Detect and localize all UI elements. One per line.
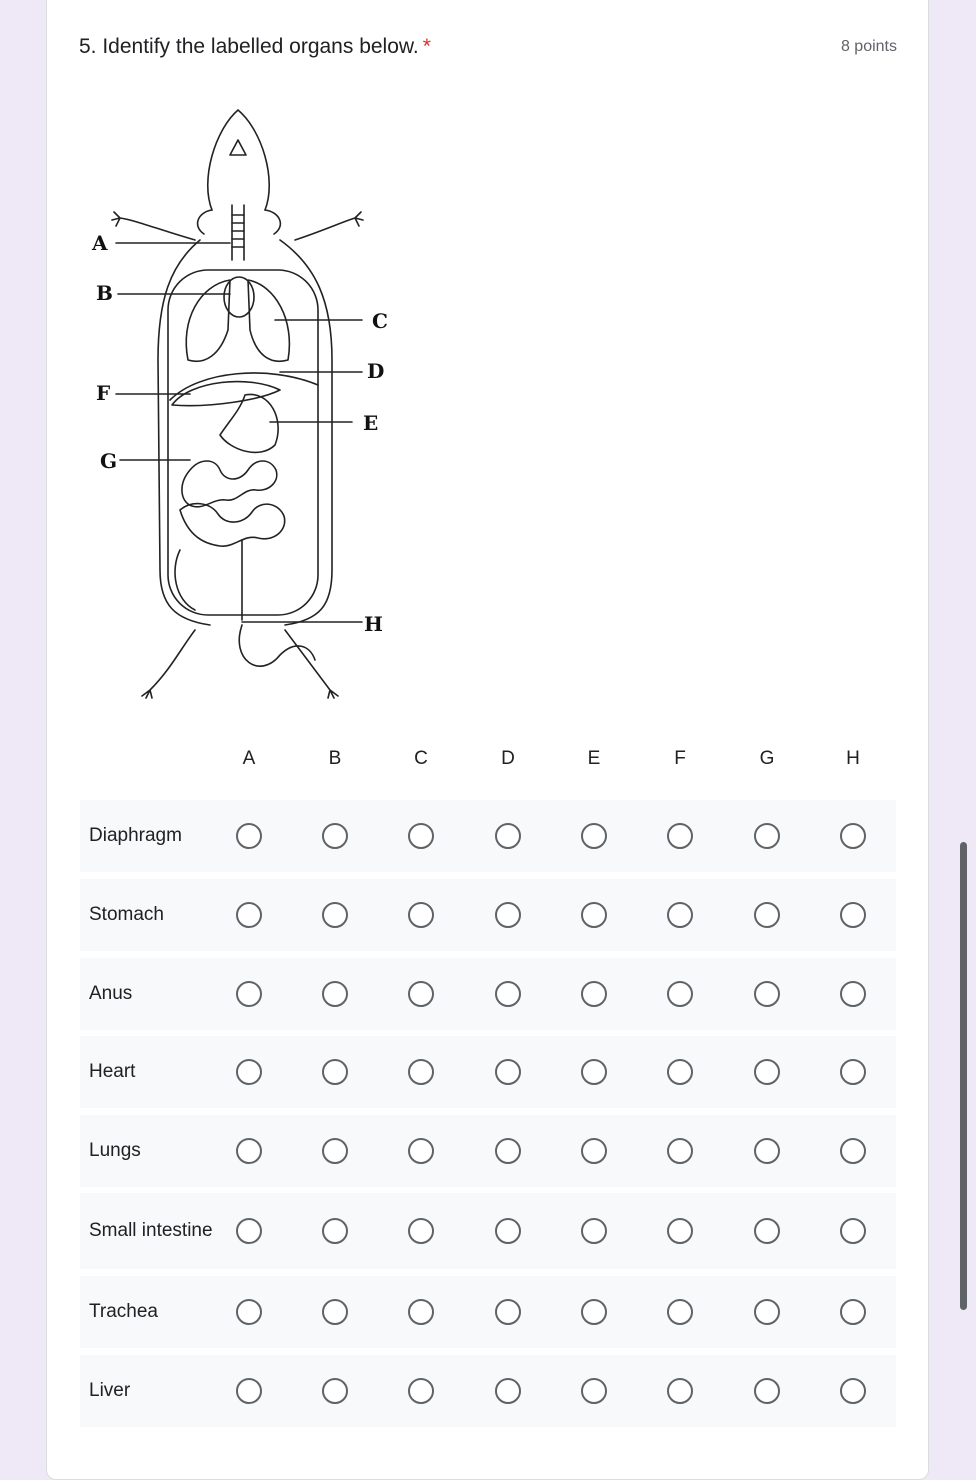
radio-trachea-g[interactable] [754, 1299, 780, 1325]
radio-small-intestine-h[interactable] [840, 1218, 866, 1244]
grid-row-anus [80, 958, 896, 1030]
column-header-c: C [414, 748, 428, 769]
radio-diaphragm-d[interactable] [495, 823, 521, 849]
radio-anus-c[interactable] [408, 981, 434, 1007]
body-left-outline [158, 240, 210, 625]
figure-label-c: C [372, 309, 388, 333]
radio-heart-c[interactable] [408, 1059, 434, 1085]
grid-row-small-intestine [80, 1193, 896, 1269]
radio-lungs-d[interactable] [495, 1138, 521, 1164]
figure-label-a: A [92, 231, 108, 255]
figure-label-f: F [96, 381, 111, 405]
radio-lungs-a[interactable] [236, 1138, 262, 1164]
rat-anatomy-diagram [80, 100, 420, 720]
radio-stomach-d[interactable] [495, 902, 521, 928]
radio-anus-f[interactable] [667, 981, 693, 1007]
radio-lungs-c[interactable] [408, 1138, 434, 1164]
radio-small-intestine-d[interactable] [495, 1218, 521, 1244]
figure-label-e: E [363, 411, 379, 435]
question-title [79, 33, 431, 61]
mouth-shape [230, 140, 246, 155]
grid-row-lungs [80, 1115, 896, 1187]
radio-lungs-f[interactable] [667, 1138, 693, 1164]
radio-anus-d[interactable] [495, 981, 521, 1007]
row-label: Lungs [89, 1140, 141, 1161]
radio-heart-e[interactable] [581, 1059, 607, 1085]
radio-anus-g[interactable] [754, 981, 780, 1007]
row-label: Trachea [89, 1301, 158, 1322]
radio-small-intestine-g[interactable] [754, 1218, 780, 1244]
radio-anus-a[interactable] [236, 981, 262, 1007]
grid-row-heart [80, 1036, 896, 1108]
question-points: 8 points [840, 38, 897, 55]
figure-label-g: G [100, 449, 118, 473]
radio-liver-h[interactable] [840, 1378, 866, 1404]
radio-small-intestine-e[interactable] [581, 1218, 607, 1244]
radio-diaphragm-h[interactable] [840, 823, 866, 849]
column-header-g: G [759, 748, 775, 769]
left-lung [186, 280, 230, 361]
tail-shape [239, 625, 315, 666]
grid-row-diaphragm [80, 800, 896, 872]
radio-stomach-e[interactable] [581, 902, 607, 928]
figure-label-b: B [96, 281, 113, 305]
right-forelimb [295, 212, 363, 240]
radio-heart-g[interactable] [754, 1059, 780, 1085]
radio-lungs-e[interactable] [581, 1138, 607, 1164]
column-header-b: B [328, 748, 342, 769]
column-header-h: H [846, 748, 860, 769]
radio-small-intestine-f[interactable] [667, 1218, 693, 1244]
right-ear [265, 210, 280, 234]
radio-lungs-h[interactable] [840, 1138, 866, 1164]
grid-row-liver [80, 1355, 896, 1427]
radio-trachea-b[interactable] [322, 1299, 348, 1325]
rat-diagram-svg [80, 100, 420, 720]
radio-diaphragm-g[interactable] [754, 823, 780, 849]
radio-trachea-h[interactable] [840, 1299, 866, 1325]
left-hindlimb [142, 630, 195, 698]
grid-row-trachea [80, 1276, 896, 1348]
trachea-shape [232, 205, 244, 260]
figure-label-d: D [367, 359, 385, 383]
left-forelimb [112, 212, 195, 240]
radio-trachea-e[interactable] [581, 1299, 607, 1325]
radio-heart-d[interactable] [495, 1059, 521, 1085]
column-header-e: E [587, 748, 601, 769]
small-intestine-shape [182, 461, 277, 507]
row-label: Liver [89, 1380, 131, 1401]
scrollbar-thumb[interactable] [960, 842, 967, 1310]
radio-stomach-g[interactable] [754, 902, 780, 928]
radio-liver-b[interactable] [322, 1378, 348, 1404]
radio-diaphragm-f[interactable] [667, 823, 693, 849]
grid-row-stomach [80, 879, 896, 951]
radio-liver-a[interactable] [236, 1378, 262, 1404]
radio-lungs-g[interactable] [754, 1138, 780, 1164]
radio-trachea-d[interactable] [495, 1299, 521, 1325]
radio-diaphragm-e[interactable] [581, 823, 607, 849]
required-asterisk: * [422, 35, 431, 58]
radio-small-intestine-c[interactable] [408, 1218, 434, 1244]
radio-stomach-h[interactable] [840, 902, 866, 928]
radio-lungs-b[interactable] [322, 1138, 348, 1164]
radio-heart-b[interactable] [322, 1059, 348, 1085]
row-label: Anus [89, 983, 133, 1004]
radio-stomach-f[interactable] [667, 902, 693, 928]
radio-stomach-a[interactable] [236, 902, 262, 928]
radio-anus-h[interactable] [840, 981, 866, 1007]
row-label: Small intestine [89, 1220, 213, 1241]
radio-liver-d[interactable] [495, 1378, 521, 1404]
grid-column-headers [80, 748, 896, 780]
radio-liver-e[interactable] [581, 1378, 607, 1404]
radio-liver-c[interactable] [408, 1378, 434, 1404]
right-hindlimb [285, 630, 338, 698]
radio-stomach-b[interactable] [322, 902, 348, 928]
radio-small-intestine-b[interactable] [322, 1218, 348, 1244]
radio-heart-h[interactable] [840, 1059, 866, 1085]
trachea-rings [232, 215, 244, 247]
radio-anus-e[interactable] [581, 981, 607, 1007]
figure-label-h: H [364, 612, 383, 636]
row-label: Heart [89, 1061, 136, 1082]
body-right-outline [280, 240, 332, 625]
radio-liver-g[interactable] [754, 1378, 780, 1404]
radio-heart-a[interactable] [236, 1059, 262, 1085]
radio-diaphragm-c[interactable] [408, 823, 434, 849]
column-header-a: A [242, 748, 256, 769]
body-cavity [168, 270, 318, 615]
column-header-d: D [501, 748, 515, 769]
radio-small-intestine-a[interactable] [236, 1218, 262, 1244]
radio-anus-b[interactable] [322, 981, 348, 1007]
radio-trachea-a[interactable] [236, 1299, 262, 1325]
head-outline [208, 110, 269, 210]
radio-liver-f[interactable] [667, 1378, 693, 1404]
radio-stomach-c[interactable] [408, 902, 434, 928]
row-label: Stomach [89, 904, 164, 925]
heart-shape [224, 277, 254, 317]
row-label: Diaphragm [89, 825, 182, 846]
radio-trachea-f[interactable] [667, 1299, 693, 1325]
radio-diaphragm-b[interactable] [322, 823, 348, 849]
left-ear [198, 210, 212, 234]
radio-heart-f[interactable] [667, 1059, 693, 1085]
column-header-f: F [674, 748, 686, 769]
small-intestine-coil-2 [180, 504, 285, 547]
question-title-text: 5. Identify the labelled organs below. [79, 35, 419, 58]
radio-diaphragm-a[interactable] [236, 823, 262, 849]
radio-trachea-c[interactable] [408, 1299, 434, 1325]
